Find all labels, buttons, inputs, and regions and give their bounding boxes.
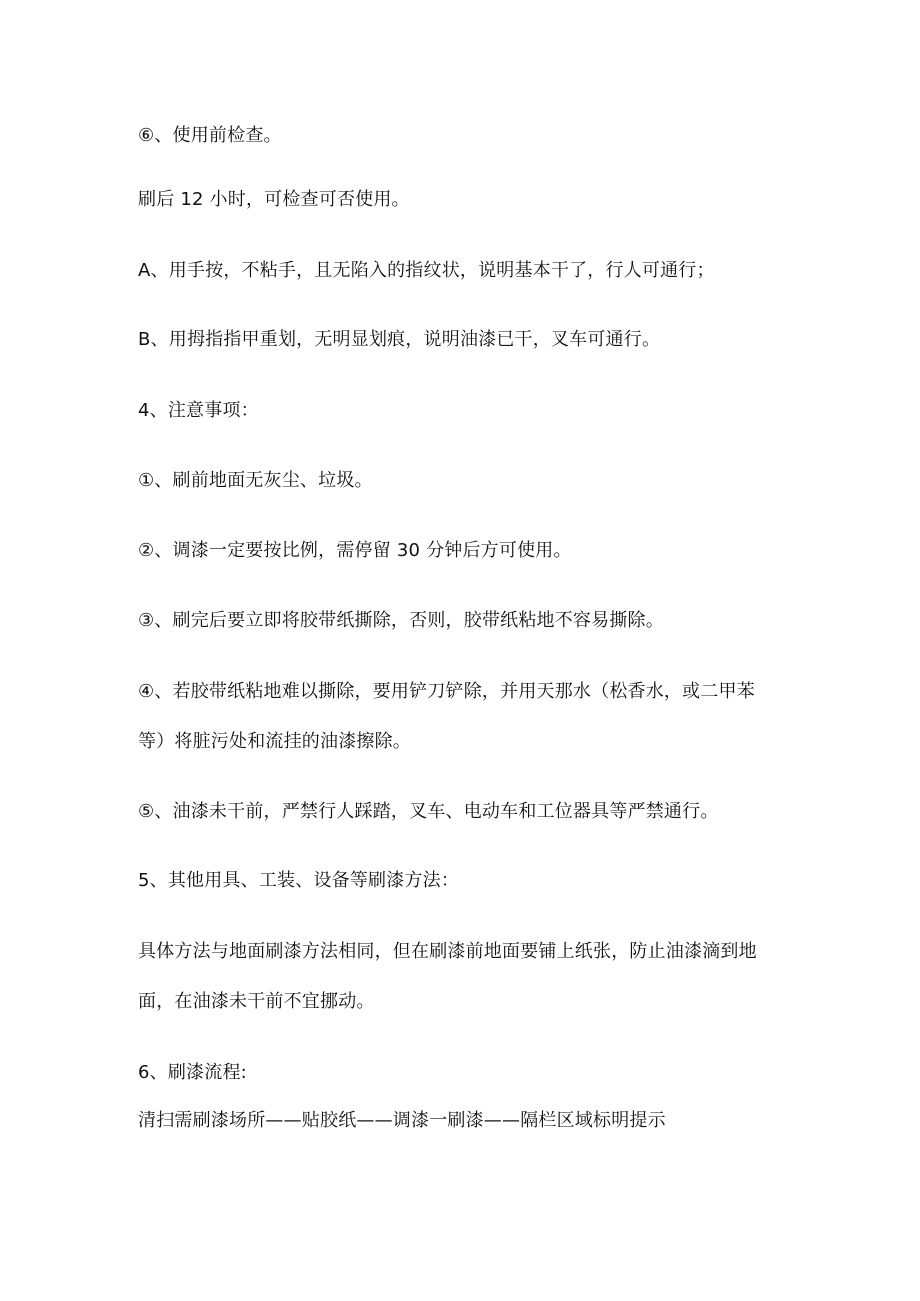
check-method-b: B、用拇指指甲重划，无明显划痕，说明油漆已干，叉车可通行。 bbox=[138, 329, 661, 350]
section-6-heading: 6、刷漆流程: bbox=[138, 1062, 247, 1083]
note-item-4-line-2: 等）将脏污处和流挂的油漆擦除。 bbox=[138, 731, 411, 752]
paragraph-check-time: 刷后 12 小时，可检查可否使用。 bbox=[138, 189, 410, 210]
note-item-2: ②、调漆一定要按比例，需停留 30 分钟后方可使用。 bbox=[138, 540, 572, 561]
note-item-1: ①、刷前地面无灰尘、垃圾。 bbox=[138, 470, 373, 491]
note-item-3: ③、刷完后要立即将胶带纸撕除，否则，胶带纸粘地不容易撕除。 bbox=[138, 610, 664, 631]
painting-process-flow: 清扫需刷漆场所——贴胶纸——调漆一刷漆——隔栏区域标明提示 bbox=[138, 1110, 666, 1131]
section-5-paragraph-line-2: 面，在油漆未干前不宜挪动。 bbox=[138, 991, 375, 1012]
note-item-5: ⑤、油漆未干前，严禁行人踩踏，叉车、电动车和工位器具等严禁通行。 bbox=[138, 801, 719, 822]
section-5-paragraph-line-1: 具体方法与地面刷漆方法相同，但在刷漆前地面要铺上纸张，防止油漆滴到地 bbox=[138, 941, 757, 962]
section-4-heading: 4、注意事项： bbox=[138, 400, 259, 421]
section-5-heading: 5、其他用具、工装、设备等刷漆方法： bbox=[138, 870, 460, 891]
item-6-heading: ⑥、使用前检查。 bbox=[138, 125, 282, 146]
check-method-a: A、用手按，不粘手，且无陷入的指纹状，说明基本干了，行人可通行； bbox=[138, 260, 715, 281]
note-item-4-line-1: ④、若胶带纸粘地难以撕除，要用铲刀铲除，并用天那水（松香水，或二甲苯 bbox=[138, 681, 755, 702]
